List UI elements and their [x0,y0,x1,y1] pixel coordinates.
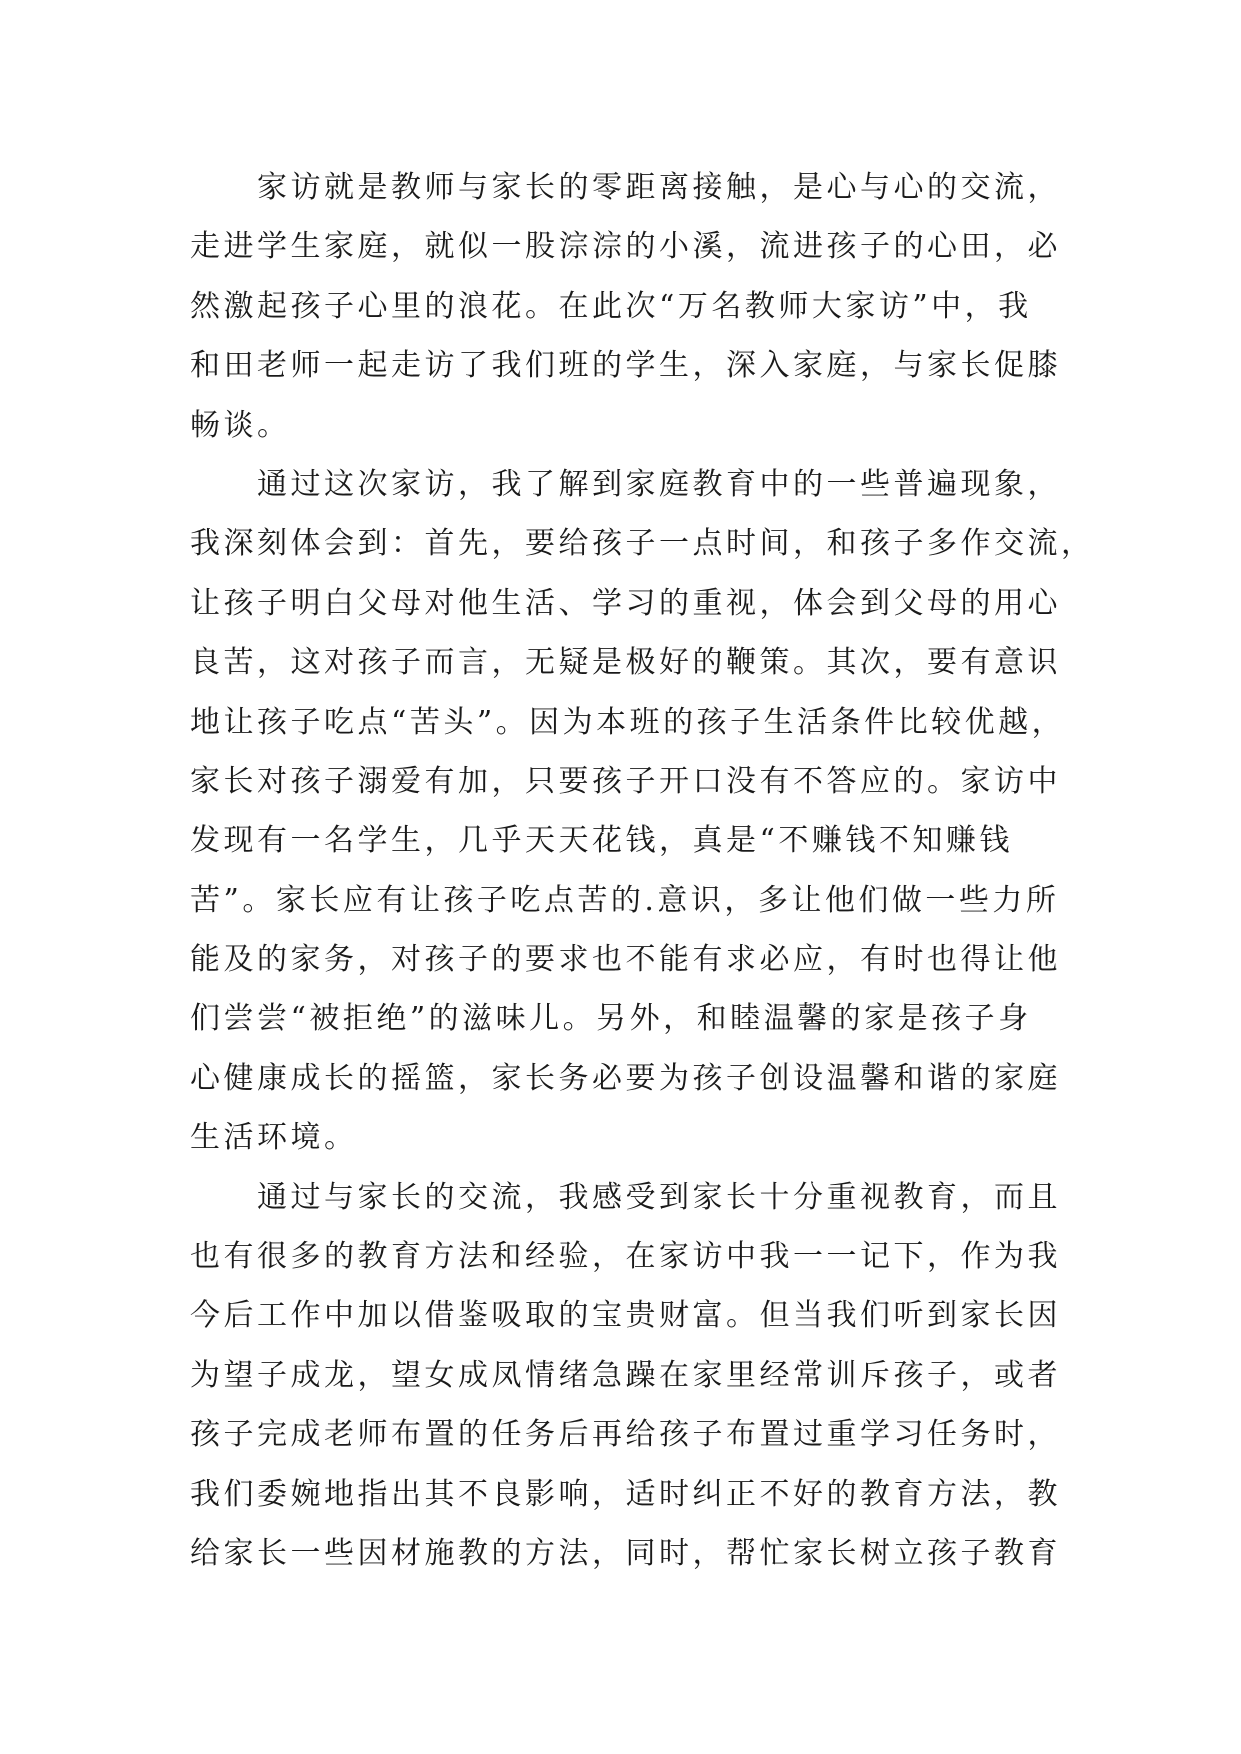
text-line: 也有很多的教育方法和经验，在家访中我一一记下，作为我 [190,1239,1061,1275]
paragraph-3 [190,1168,1070,1584]
text-line: 走进学生家庭，就似一股淙淙的小溪，流进孩子的心田，必 [190,229,1061,265]
text-line: 畅谈。 [190,407,291,443]
text-line: 地让孩子吃点“苦头”。因为本班的孩子生活条件比较优越， [190,704,1066,740]
text-line: 家长对孩子溺爱有加，只要孩子开口没有不答应的。家访中 [190,763,1061,799]
text-line: 苦”。家长应有让孩子吃点苦的.意识，多让他们做一些力所 [190,882,1060,918]
text-line: 今后工作中加以借鉴吸取的宝贵财富。但当我们听到家长因 [190,1298,1061,1334]
text-line: 然激起孩子心里的浪花。在此次“万名教师大家访”中，我 [190,288,1032,324]
text-line: 我深刻体会到：首先，要给孩子一点时间，和孩子多作交流， [190,526,1095,562]
text-line: 给家长一些因材施教的方法，同时，帮忙家长树立孩子教育 [190,1535,1061,1571]
text-line: 心健康成长的摇篮，家长务必要为孩子创设温馨和谐的家庭 [190,1060,1061,1096]
text-line: 让孩子明白父母对他生活、学习的重视，体会到父母的用心 [190,585,1061,621]
text-line: 家访就是教师与家长的零距离接触，是心与心的交流， [257,170,1061,205]
text-line: 我们委婉地指出其不良影响，适时纠正不好的教育方法，教 [190,1476,1061,1512]
text-line: 发现有一名学生，几乎天天花钱，真是“不赚钱不知赚钱 [190,823,1013,859]
text-line: 通过这次家访，我了解到家庭教育中的一些普遍现象， [257,466,1061,502]
paragraph-1 [190,158,1070,455]
body-text [190,158,1095,1583]
paragraph-2 [190,455,1095,1168]
text-line: 孩子完成老师布置的任务后再给孩子布置过重学习任务时， [190,1417,1061,1453]
text-line: 和田老师一起走访了我们班的学生，深入家庭，与家长促膝 [190,348,1061,384]
text-line: 为望子成龙，望女成凤情绪急躁在家里经常训斥孩子，或者 [190,1357,1061,1393]
text-line: 能及的家务，对孩子的要求也不能有求必应，有时也得让他 [190,942,1061,978]
text-line: 良苦，这对孩子而言，无疑是极好的鞭策。其次，要有意识 [190,645,1061,681]
text-line: 生活环境。 [190,1120,358,1156]
text-line: 通过与家长的交流，我感受到家长十分重视教育，而且 [257,1179,1061,1215]
text-line: 们尝尝“被拒绝”的滋味儿。另外，和睦温馨的家是孩子身 [190,1001,1032,1037]
